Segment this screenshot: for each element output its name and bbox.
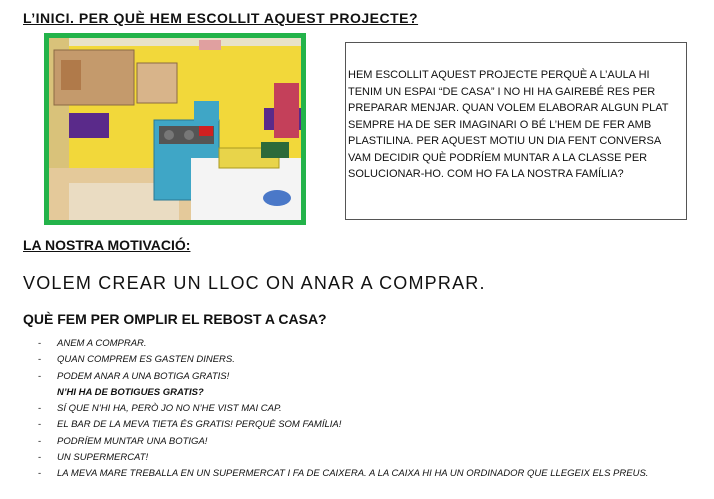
list-dash: - — [38, 354, 42, 366]
list-item-text: PODRÍEM MUNTAR UNA BOTIGA! — [57, 435, 208, 447]
list-item — [38, 452, 698, 468]
list-item-text: LA MEVA MARE TREBALLA EN UN SUPERMERCAT I FA DE CAIXERA. A LA CAIXA HI HA UN ORDINADOR QUE LLEGEIX ELS PREUS. — [57, 468, 649, 480]
list-dash: - — [38, 452, 42, 464]
answers-list — [38, 338, 698, 485]
reason-text-box — [345, 42, 687, 220]
list-item-text: EL BAR DE LA MEVA TIETA ÉS GRATIS! PERQUÈ SOM FAMÍLIA! — [57, 419, 342, 431]
list-dash: - — [38, 370, 42, 382]
motivation-text: VOLEM CREAR UN LLOC ON ANAR A COMPRAR. — [23, 273, 486, 293]
list-dash: - — [38, 468, 42, 480]
list-item — [38, 387, 698, 403]
list-item-text: N’HI HA DE BOTIGUES GRATIS? — [57, 386, 204, 398]
heading-motivation: LA NOSTRA MOTIVACIÓ: — [23, 237, 191, 253]
list-item — [38, 371, 698, 387]
heading-question: QUÈ FEM PER OMPLIR EL REBOST A CASA? — [23, 311, 327, 327]
list-item — [38, 468, 698, 484]
list-item — [38, 419, 698, 435]
list-dash: - — [38, 419, 42, 431]
list-item-text: QUAN COMPREM ES GASTEN DINERS. — [57, 354, 235, 366]
list-item-text: PODEM ANAR A UNA BOTIGA GRATIS! — [57, 370, 230, 382]
list-item-text: ANEM A COMPRAR. — [57, 338, 147, 349]
list-item — [38, 338, 698, 354]
list-item-text: UN SUPERMERCAT! — [57, 452, 149, 464]
list-dash: - — [38, 403, 42, 415]
heading-intro: L’INICI. PER QUÈ HEM ESCOLLIT AQUEST PROJECTE? — [23, 10, 419, 26]
classroom-kitchen-illustration — [49, 38, 301, 220]
list-item — [38, 354, 698, 370]
list-item — [38, 403, 698, 419]
reason-text: HEM ESCOLLIT AQUEST PROJECTE PERQUÈ A L’AULA HI TENIM UN ESPAI “DE CASA” I NO HI HA GAIREBÉ RES PER PREPARAR MENJAR. QUAN VOLEM ELABORAR ALGUN PLAT SEMPRE HA DE SER IMAGINARI O BÉ L’HEM DE FER AMB PLASTILINA. PER AQUEST MOTIU UN DIA FENT CONVERSA VAM DECIDIR QUÈ PODRÍEM MUNTAR A LA CLASSE PER SOLUCIONAR-HO. COM HO FA LA NOSTRA FAMÍLIA? — [348, 69, 669, 180]
list-item — [38, 436, 698, 452]
play-kitchen-photo — [44, 33, 306, 225]
list-item-text: SÍ QUE N’HI HA, PERÒ JO NO N’HE VIST MAI CAP. — [57, 403, 282, 415]
list-dash: - — [38, 338, 42, 349]
list-dash: - — [38, 435, 42, 447]
